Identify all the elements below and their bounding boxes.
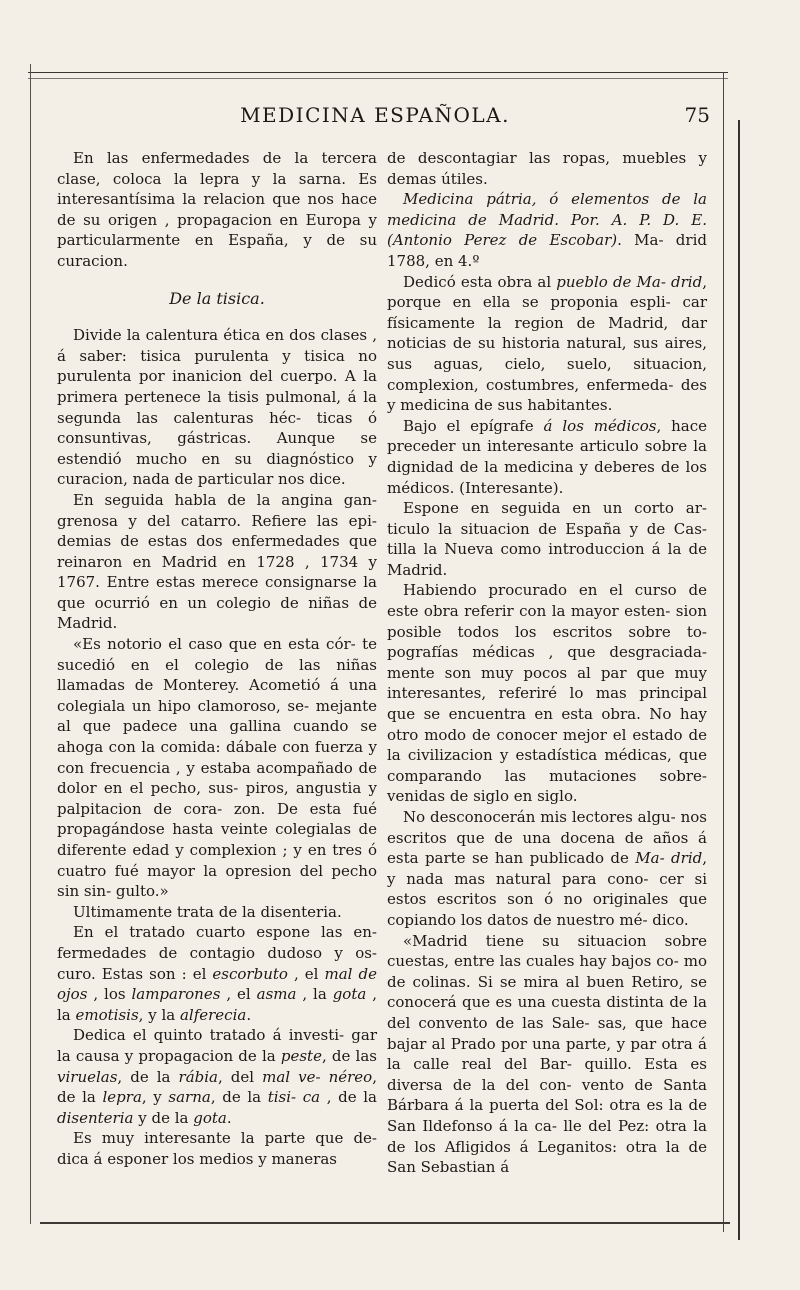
paragraph: No desconocerán mis lectores algu- nos escritos que de una docena de años á esta parte se han publicado de Ma- drid, y nada mas natural para cono- cer si estos escritos son ó no originales que copiando los datos de nuestro mé- dico. [387, 808, 707, 929]
bibliographic-entry: Medicina pátria, ó elementos de la medicina de Madrid. Por. A. P. D. E. (Antonio Perez de Escobar). Ma- drid 1788, en 4.º [387, 190, 707, 270]
quotation-paragraph: «Madrid tiene su situacion sobre cuestas, entre las cuales hay bajos co- mo de colinas. Si se mira al buen Retiro, se conocerá que es una cuesta distinta de la del convento de las Sale- sas, que hace bajar al Prado por una parte, y par otra á la calle real del Bar- quillo. Esta es diversa de la del con- vento de Santa Bárbara á la puerta del Sol: otra es la de San Ildefonso á la ca- lle del Pez: otra la de los Afligidos á Leganitos: otra la de San Sebastian á [387, 931, 707, 1177]
section-heading: De la tisica. [169, 288, 265, 308]
page-edge-left [30, 64, 31, 1224]
paragraph: Divide la calentura ética en dos clases , á saber: tisica purulenta y tisica no purulenta por inanicion del cuerpo. A la primera pertenece la tisis pulmonal, á la segunda las calenturas héc- ticas ó consuntivas, gástricas. Aunque se estendió mucho en su diagnóstico y curacion, nada de particular nos dice. [57, 326, 377, 489]
paragraph: En el tratado cuarto espone las en- fermedades de contagio dudoso y os- curo. Estas son : el escorbuto , el mal de ojos , los lamparones , el asma , la gota , la emotisis, y la alferecia. [57, 923, 377, 1024]
paragraph: Ultimamente trata de la disenteria. [73, 902, 342, 921]
bottom-rule [40, 1222, 730, 1224]
left-column [57, 148, 377, 1170]
paragraph: Dedicó esta obra al pueblo de Ma- drid, porque en ella se proponia espli- car físicamente la region de Madrid, dar noticias de su historia natural, sus aires, sus aguas, cielo, suelo, situacion, complexion, costumbres, enfermeda- des y medicina de sus habitantes. [387, 272, 707, 415]
paragraph: Es muy interesante la parte que de- dica á esponer los medios y maneras [57, 1129, 377, 1168]
paragraph: En las enfermedades de la tercera clase, coloca la lepra y la sarna. Es interesantísima la relacion que nos hace de su origen , propagacion en Europa y particularmente en España, y de su curacion. [57, 149, 377, 270]
paragraph: Espone en seguida en un corto ar- ticulo la situacion de España y de Cas- tilla la Nueva como introduccion á la de Madrid. [387, 499, 707, 579]
page-edge-right [723, 72, 724, 1232]
page-number: 75 [684, 103, 710, 127]
running-title: MEDICINA ESPAÑOLA. [240, 103, 510, 127]
page-header [40, 103, 710, 137]
page-edge-right-outer [738, 120, 740, 1240]
quotation-paragraph: «Es notorio el caso que en esta cór- te sucedió en el colegio de las niñas llamadas de Monterey. Acometió á una colegiala un hipo clamoroso, se- mejante al que padece una gallina cuando se ahoga con la comida: dábale con fuerza y con frecuencia , y estaba acompañado de dolor en el pecho, sus- piros, angustia y palpitacion de cora- zon. De esta fué propagándose hasta veinte colegialas de diferente edad y complexion ; y en tres ó cuatro fué mayor la opresion del pecho sin sin- gulto.» [57, 635, 377, 901]
paragraph: En seguida habla de la angina gan- grenosa y del catarro. Refiere las epi- demias de estas dos enfermedades que reinaron en Madrid en 1728 , 1734 y 1767. Entre estas merece consignarse la que ocurrió en un colegio de niñas de Madrid. [57, 490, 377, 633]
paragraph: Dedica el quinto tratado á investi- gar la causa y propagacion de la peste, de las viruelas, de la rábia, del mal ve- néreo, de la lepra, y sarna, de la tisi- ca , de la disenteria y de la gota. [57, 1026, 378, 1127]
top-rule-secondary [28, 78, 728, 79]
paragraph: de descontagiar las ropas, muebles y demas útiles. [387, 149, 707, 188]
right-column [387, 148, 707, 1178]
paragraph: Habiendo procurado en el curso de este obra referir con la mayor esten- sion posible todos los escritos sobre to- pografías médicas , que desgraciada- mente son muy pocos al par que muy interesantes, referiré lo mas principal que se encuentra en esta obra. No hay otro modo de conocer mejor el estado de la civilizacion y estadística médicas, que comparando las mutaciones sobre- venidas de siglo en siglo. [387, 581, 707, 806]
paragraph: Bajo el epígrafe á los médicos, hace preceder un interesante articulo sobre la dignidad de la medicina y deberes de los médicos. (Interesante). [387, 416, 708, 497]
top-rule [28, 72, 728, 73]
